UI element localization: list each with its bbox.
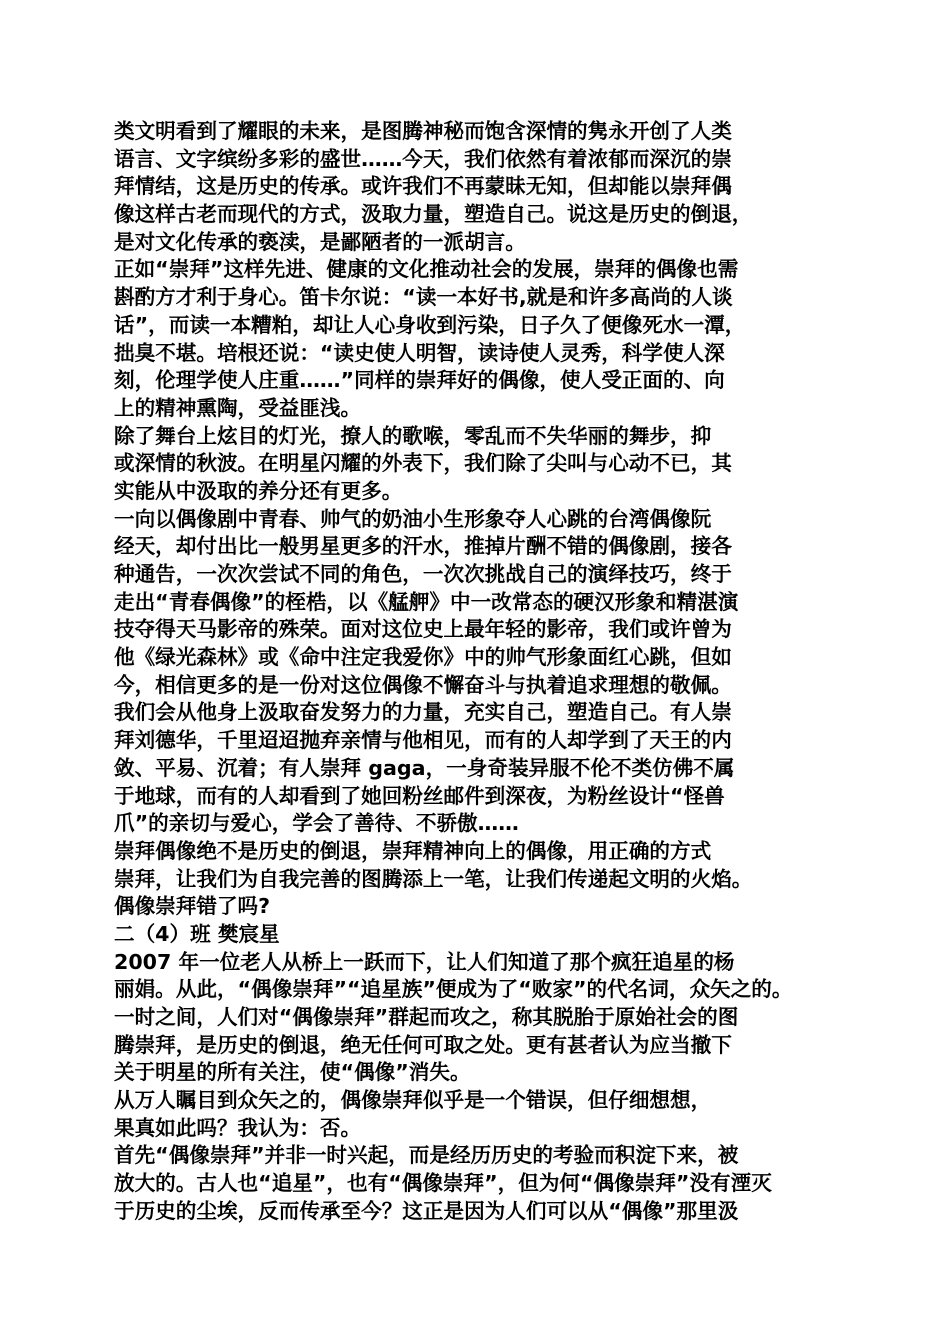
text-line: 爪”的亲切与爱心，学会了善待、不骄傲…… [114, 811, 519, 836]
text-line: 敛、平易、沉着；有人崇拜 gaga，一身奇装异服不伦不类仿佛不属 [114, 755, 735, 780]
text-line: 正如“崇拜”这样先进、健康的文化推动社会的发展，崇拜的偶像也需 [114, 257, 739, 282]
text-line: 像这样古老而现代的方式，汲取力量，塑造自己。说这是历史的倒退， [114, 202, 753, 227]
text-line: 一向以偶像剧中青春、帅气的奶油小生形象夺人心跳的台湾偶像阮 [114, 506, 712, 531]
text-line: 2007 年一位老人从桥上一跃而下，让人们知道了那个疯狂追星的杨 [114, 949, 735, 974]
text-line: 话”，而读一本糟粕，却让人心身收到污染，日子久了便像死水一潭， [114, 312, 746, 337]
text-line: 一时之间，人们对“偶像崇拜”群起而攻之，称其脱胎于原始社会的图 [114, 1005, 739, 1029]
text-line: 斟酌方才利于身心。笛卡尔说：“读一本好书,就是和许多高尚的人谈 [114, 285, 733, 310]
text-line: 崇拜偶像绝不是历史的倒退，崇拜精神向上的偶像，用正确的方式 [114, 838, 712, 863]
text-line: 类文明看到了耀眼的未来，是图腾神秘而饱含深情的隽永开创了人类 [114, 119, 732, 143]
text-line: 拜刘德华，千里迢迢抛弃亲情与他相见，而有的人却学到了天王的内 [114, 728, 732, 753]
text-line: 于历史的尘埃，反而传承至今？这正是因为人们可以从“偶像”那里汲 [114, 1198, 739, 1223]
text-line: 拙臭不堪。培根还说：“读史使人明智，读诗使人灵秀，科学使人深 [114, 340, 725, 365]
text-line: 放大的。古人也“追星”，也有“偶像崇拜”，但为何“偶像崇拜”没有湮灭 [114, 1171, 772, 1196]
text-line: 除了舞台上炫目的灯光，撩人的歌喉，零乱而不失华丽的舞步，抑 [114, 423, 712, 448]
text-line: 技夺得天马影帝的殊荣。面对这位史上最年轻的影帝，我们或许曾为 [114, 617, 732, 642]
text-line: 首先“偶像崇拜”并非一时兴起，而是经历历史的考验而积淀下来，被 [114, 1143, 739, 1168]
text-line: 走出“青春偶像”的桎梏，以《艋舺》中一改常态的硬汉形象和精湛演 [114, 589, 739, 614]
text-line: 语言、文字缤纷多彩的盛世……今天，我们依然有着浓郁而深沉的崇 [114, 146, 732, 171]
text-line: 我们会从他身上汲取奋发努力的力量，充实自己，塑造自己。有人崇 [114, 700, 732, 725]
text-line: 或深情的秋波。在明星闪耀的外表下，我们除了尖叫与心动不已，其 [114, 451, 732, 476]
text-line: 偶像崇拜错了吗? [114, 894, 271, 919]
text-line: 刻，伦理学使人庄重……”同样的崇拜好的偶像，使人受正面的、向 [114, 368, 725, 393]
text-line: 拜情结，这是历史的传承。或许我们不再蒙昧无知，但却能以崇拜偶 [114, 174, 732, 199]
text-line: 实能从中汲取的养分还有更多。 [114, 478, 403, 503]
text-line: 果真如此吗？我认为：否。 [114, 1115, 362, 1140]
text-line: 种通告，一次次尝试不同的角色，一次次挑战自己的演绎技巧，终于 [114, 562, 732, 586]
text-line: 丽娟。从此，“偶像崇拜”“追星族”便成为了“败家”的代名词，众矢之的。 [114, 977, 793, 1002]
text-line: 今，相信更多的是一份对这位偶像不懈奋斗与执着追求理想的敬佩。 [114, 672, 732, 697]
text-line: 从万人瞩目到众矢之的，偶像崇拜似乎是一个错误，但仔细想想， [114, 1088, 712, 1113]
text-line: 于地球，而有的人却看到了她回粉丝邮件到深夜，为粉丝设计“怪兽 [114, 783, 725, 808]
document-body [114, 118, 846, 1226]
text-line: 腾崇拜，是历史的倒退，绝无任何可取之处。更有甚者认为应当撤下 [114, 1032, 732, 1057]
text-line: 崇拜，让我们为自我完善的图腾添上一笔，让我们传递起文明的火焰。 [114, 866, 753, 891]
text-line: 他《绿光森林》或《命中注定我爱你》中的帅气形象面红心跳，但如 [114, 645, 732, 670]
text-line: 是对文化传承的亵渎，是鄙陋者的一派胡言。 [114, 229, 526, 254]
text-line: 经天，却付出比一般男星更多的汗水，推掉片酬不错的偶像剧，接各 [114, 534, 732, 559]
text-line: 二（4）班 樊宸星 [114, 921, 280, 946]
text-line: 上的精神熏陶，受益匪浅。 [114, 395, 362, 420]
text-line: 关于明星的所有关注，使“偶像”消失。 [114, 1060, 471, 1085]
